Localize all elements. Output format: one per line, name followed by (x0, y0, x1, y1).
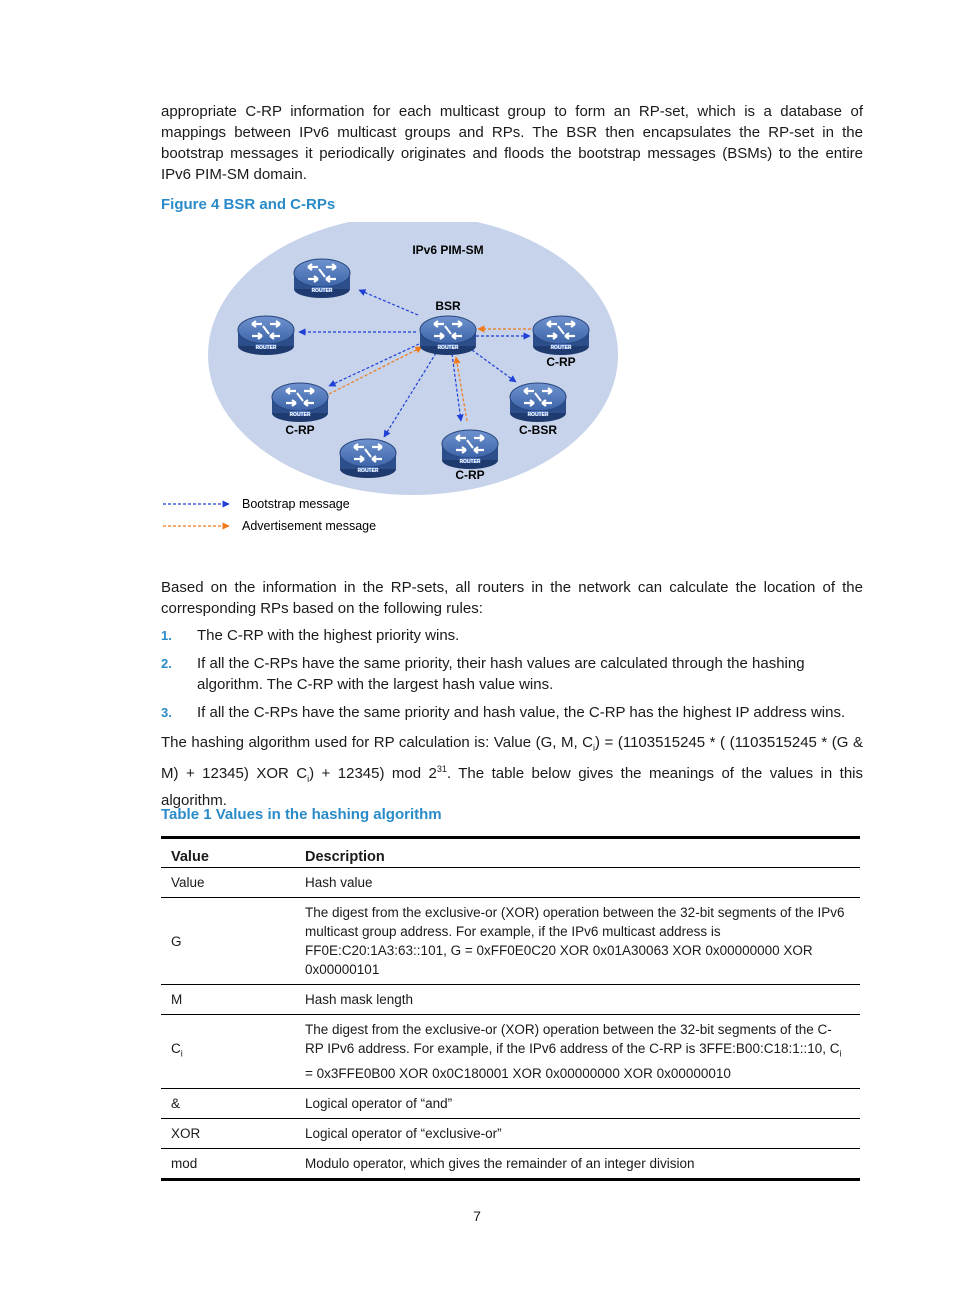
router-cbsr (510, 383, 566, 422)
header-value: Value (161, 838, 295, 868)
table-caption: Table 1 Values in the hashing algorithm (161, 806, 442, 823)
description-cell (295, 1015, 860, 1089)
description-text-2: = 0x3FFE0B00 XOR 0x0C180001 XOR 0x00000000 XOR 0x00000010 (305, 1065, 731, 1081)
description-cell: Modulo operator, which gives the remainder of an integer division (295, 1148, 860, 1179)
value-cell: mod (161, 1148, 295, 1179)
intro-paragraph: appropriate C-RP information for each multicast group to form an RP-set, which is a database of mappings between IPv6 multicast groups and RPs. The BSR then encapsulates the RP-set in the bootstrap messages it periodically originates and floods the bootstrap messages (BSMs) to the entire IPv6 PIM-SM domain. (161, 103, 863, 183)
hash-text-3: ) + 12345) mod 2 (309, 765, 437, 782)
value-text: C (171, 1041, 181, 1056)
label-crp-left: C-RP (285, 423, 315, 437)
value-cell: Value (161, 868, 295, 898)
table-row (161, 1015, 860, 1089)
router-crp-left (272, 383, 328, 422)
domain-label: IPv6 PIM-SM (412, 243, 484, 257)
value-cell: M (161, 985, 295, 1015)
router-badge: ROUTER (311, 288, 333, 294)
hash-sub-2: i (307, 774, 310, 784)
router-bottom (340, 439, 396, 478)
description-cell: Logical operator of “and” (295, 1088, 860, 1118)
router-badge: ROUTER (437, 345, 459, 351)
router-badge: ROUTER (459, 459, 481, 465)
list-item (161, 702, 863, 723)
value-cell: G (161, 898, 295, 985)
router-badge: ROUTER (289, 412, 311, 418)
hash-paragraph (161, 732, 863, 811)
hash-text-2: ) = (1103515245 * ( (1103515245 * (G & M) + 12345) XOR C (161, 734, 863, 782)
list-text: If all the C-RPs have the same priority and hash value, the C-RP has the highest IP address wins. (197, 704, 846, 721)
label-cbsr: C-BSR (519, 423, 557, 437)
router-badge: ROUTER (527, 412, 549, 418)
list-text: If all the C-RPs have the same priority, their hash values are calculated through the hashing algorithm. The C-RP with the largest hash value wins. (197, 655, 805, 693)
router-bsr (420, 316, 476, 355)
router-badge: ROUTER (357, 468, 379, 474)
description-cell: Logical operator of “exclusive-or” (295, 1118, 860, 1148)
router-top-left (294, 259, 350, 298)
list-number: 1. (161, 628, 172, 643)
bsr-crp-diagram (0, 222, 954, 567)
table-row (161, 985, 860, 1015)
list-item (161, 653, 863, 695)
table-row (161, 898, 860, 985)
figure-legend (163, 497, 376, 533)
router-crp-right (533, 316, 589, 355)
table-header-row (161, 838, 860, 868)
description-sub: i (839, 1048, 842, 1059)
hash-sup: 31 (436, 764, 447, 774)
rules-list (161, 625, 863, 730)
page-number: 7 (473, 1208, 481, 1224)
description-cell: Hash value (295, 868, 860, 898)
hash-text-1: The hashing algorithm used for RP calculation is: Value (G, M, C (161, 734, 594, 751)
router-crp-bottom (442, 430, 498, 469)
router-badge: ROUTER (550, 345, 572, 351)
value-cell (161, 1015, 295, 1089)
table-row (161, 868, 860, 898)
list-number: 3. (161, 705, 172, 720)
table-row (161, 1088, 860, 1118)
header-description: Description (295, 838, 860, 868)
value-cell: & (161, 1088, 295, 1118)
value-cell: XOR (161, 1118, 295, 1148)
label-crp-right: C-RP (546, 355, 576, 369)
list-item (161, 625, 863, 646)
legend-bootstrap-label: Bootstrap message (242, 497, 350, 511)
value-sub: i (180, 1048, 183, 1059)
hash-values-table (161, 836, 860, 1181)
hash-text-4: . The table below gives the meanings of the values in this algorithm. (161, 765, 864, 809)
legend-advertisement-label: Advertisement message (242, 519, 377, 533)
table-row (161, 1118, 860, 1148)
figure-caption: Figure 4 BSR and C-RPs (161, 196, 336, 213)
hash-sub-1: i (593, 743, 596, 753)
router-badge: ROUTER (255, 345, 277, 351)
label-bsr: BSR (435, 299, 461, 313)
description-cell: The digest from the exclusive-or (XOR) operation between the 32-bit segments of the IPv6 multicast group address. For example, if the IPv6 multicast address is FF0E:C20:1A3:63::101, G = 0xFF0E0C20 XOR 0x01A30063 XOR 0x00000000 XOR 0x00000101 (295, 898, 860, 985)
router-left (238, 316, 294, 355)
list-text: The C-RP with the highest priority wins. (197, 627, 460, 644)
description-cell: Hash mask length (295, 985, 860, 1015)
list-number: 2. (161, 656, 172, 671)
description-text-1: The digest from the exclusive-or (XOR) operation between the 32-bit segments of the C-RP IPv6 address. For example, if the IPv6 address of the C-RP is 3FFE:B00:C18:1::10, C (305, 1022, 840, 1056)
label-crp-bottom: C-RP (455, 468, 485, 482)
table-row (161, 1148, 860, 1179)
rules-intro: Based on the information in the RP-sets, all routers in the network can calculate the location of the corresponding RPs based on the following rules: (161, 579, 863, 617)
